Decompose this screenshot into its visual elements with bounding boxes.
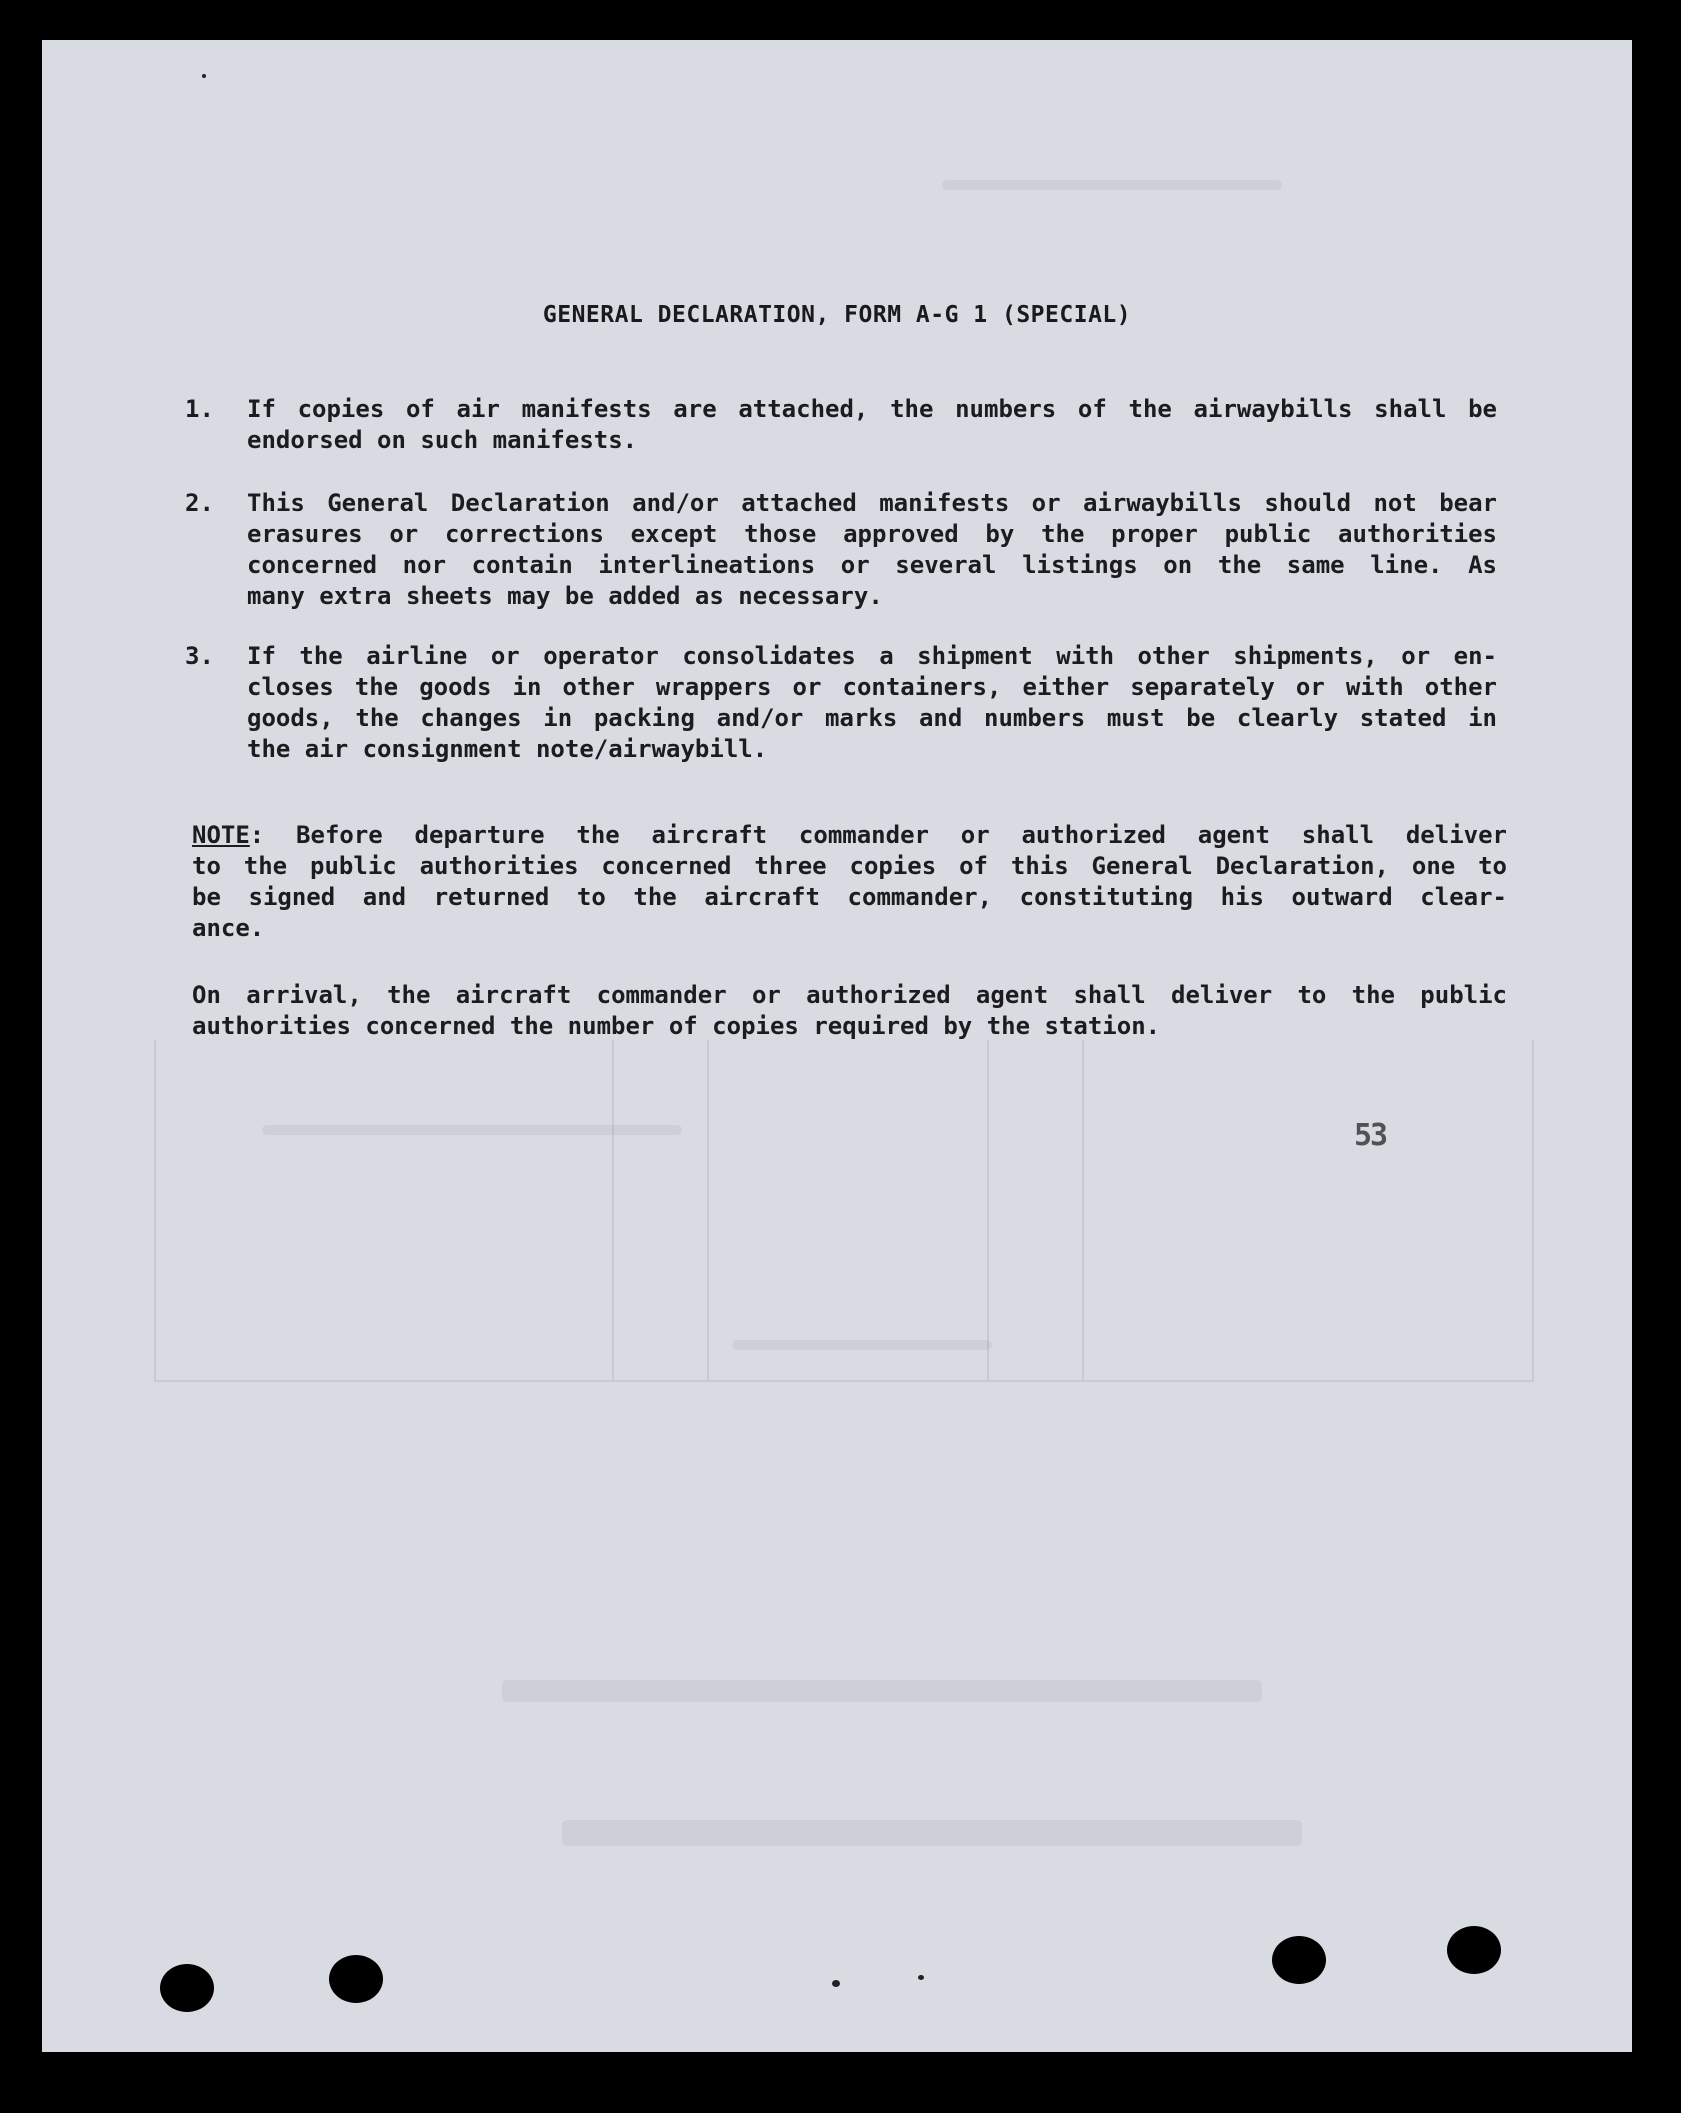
item-line: the air consignment note/airwaybill. [247, 735, 768, 763]
item-line: many extra sheets may be added as necessary. [247, 582, 883, 610]
page-number: 53 [1354, 1118, 1387, 1153]
bleed-through-rule [154, 1040, 156, 1380]
speck [202, 74, 206, 78]
note-line: be signed and returned to the aircraft commander, constituting his outward clear- [192, 883, 1507, 911]
punch-hole [1447, 1926, 1501, 1974]
arrival-line: On arrival, the aircraft commander or authorized agent shall deliver to the public [192, 981, 1507, 1009]
item-text [247, 394, 1497, 456]
punch-hole [329, 1955, 383, 2003]
note-paragraph [192, 820, 1507, 944]
bleed-through-text [942, 180, 1282, 190]
bleed-through-text [732, 1340, 992, 1350]
bleed-through-rule [154, 1380, 1534, 1382]
punch-hole [160, 1964, 214, 2012]
item-number: 1. [185, 395, 214, 423]
speck [832, 1980, 840, 1987]
item-line: If copies of air manifests are attached, the numbers of the airwaybills shall be [247, 395, 1497, 423]
item-number: 3. [185, 642, 214, 670]
arrival-line: authorities concerned the number of copies required by the station. [192, 1012, 1161, 1040]
document-page [42, 40, 1632, 2052]
item-line: If the airline or operator consolidates a shipment with other shipments, or en- [247, 642, 1497, 670]
item-line: This General Declaration and/or attached manifests or airwaybills should not bear [247, 489, 1497, 517]
document-title: GENERAL DECLARATION, FORM A-G 1 (SPECIAL) [542, 302, 1132, 328]
bleed-through-rule [707, 1040, 709, 1380]
note-first-line [192, 820, 1507, 851]
item-line: closes the goods in other wrappers or containers, either separately or with other [247, 673, 1497, 701]
bleed-through-text [562, 1820, 1302, 1846]
item-line: erasures or corrections except those approved by the proper public authorities [247, 520, 1497, 548]
bleed-through-rule [1082, 1040, 1084, 1380]
note-line: ance. [192, 914, 265, 942]
bleed-through-text [262, 1125, 682, 1135]
speck [918, 1975, 924, 1980]
arrival-paragraph [192, 980, 1507, 1042]
item-text [247, 488, 1497, 612]
item-number: 2. [185, 489, 214, 517]
bleed-through-rule [1532, 1040, 1534, 1380]
bleed-through-text [502, 1680, 1262, 1702]
note-line: to the public authorities concerned three copies of this General Declaration, one to [192, 852, 1507, 880]
note-label: NOTE [192, 821, 250, 849]
bleed-through-rule [987, 1040, 989, 1380]
bleed-through-rule [612, 1040, 614, 1380]
item-text [247, 641, 1497, 765]
note-first-line-text: : Before departure the aircraft commander or authorized agent shall deliver [249, 821, 1507, 849]
item-line: goods, the changes in packing and/or marks and numbers must be clearly stated in [247, 704, 1497, 732]
item-line: endorsed on such manifests. [247, 426, 638, 454]
item-line: concerned nor contain interlineations or several listings on the same line. As [247, 551, 1497, 579]
punch-hole [1272, 1936, 1326, 1984]
